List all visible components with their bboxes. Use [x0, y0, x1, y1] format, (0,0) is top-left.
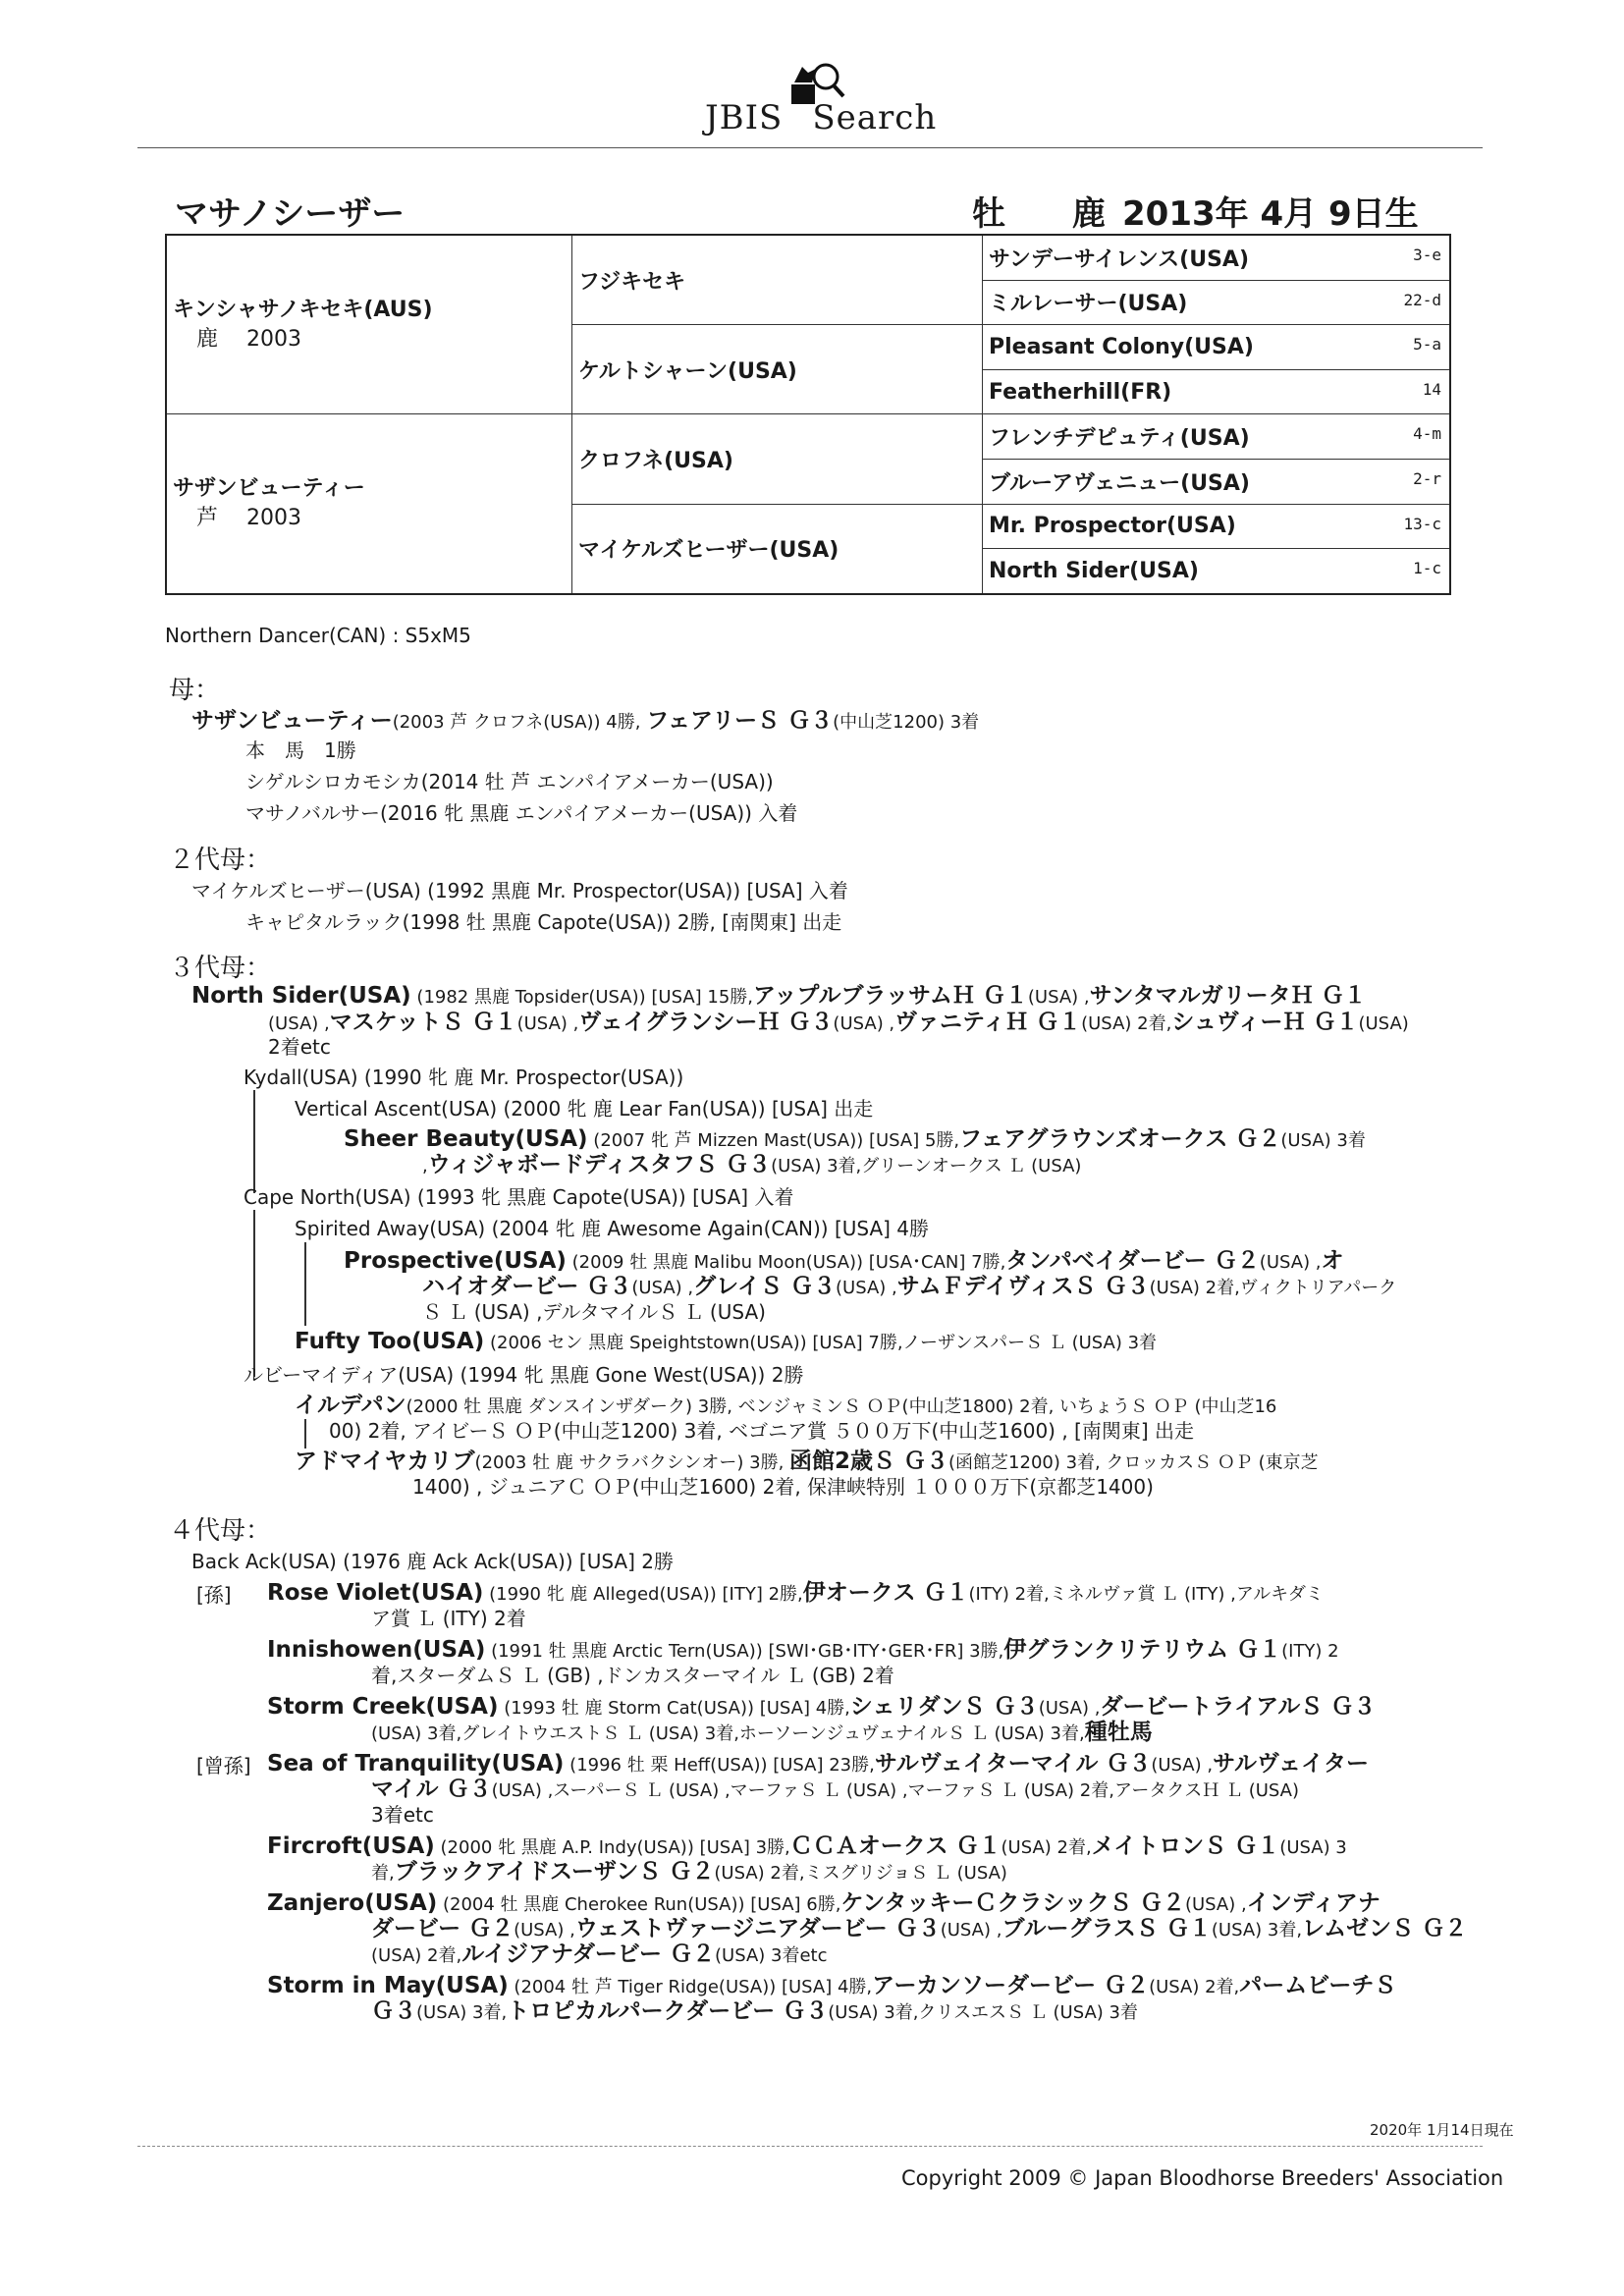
- ancestor-cell: [983, 235, 1451, 280]
- family-number: 22-d: [1403, 290, 1441, 309]
- family-line: 00) 2着, アイビーＳ ＯＰ(中山芝1200) 3着, ベゴニア賞 ５００万下(中山芝1600) , [南関東] 出走: [329, 1419, 1195, 1443]
- family-line: ルビーマイディア(USA) (1994 牝 黒鹿 Gone West(USA)) 2勝: [244, 1363, 804, 1387]
- family-line: Vertical Ascent(USA) (2000 牝 鹿 Lear Fan(USA)) [USA] 出走: [295, 1097, 874, 1121]
- family-line: 着,スターダムＳ Ｌ (GB) ,ドンカスターマイル Ｌ (GB) 2着: [371, 1664, 894, 1687]
- horse-name-bold: サザンビューティー: [191, 708, 393, 734]
- sire-info: 鹿 2003: [196, 326, 301, 352]
- tree-connector: [253, 1210, 255, 1377]
- inbreeding-note: Northern Dancer(CAN) : S5xM5: [165, 624, 471, 647]
- logo-search: Search: [812, 98, 938, 137]
- ancestor-name: ブルーアヴェニュー(USA): [989, 470, 1250, 496]
- dam-dam-cell: マイケルズヒーザー(USA): [572, 504, 983, 594]
- horse-sex-color: 牡 鹿: [972, 194, 1133, 234]
- ancestor-cell: [983, 369, 1451, 414]
- family-line: ,ウィジャボードディスタフＳ Ｇ３(USA) 3着,グリーンオークス Ｌ (USA): [422, 1152, 1082, 1177]
- family-line: ア賞 Ｌ (ITY) 2着: [371, 1607, 526, 1630]
- family-line: Storm in May(USA) (2004 牡 芦 Tiger Ridge(USA)) [USA] 4勝,アーカンソーダービー Ｇ２(USA) 2着,パームビーチＳ: [267, 1973, 1397, 1998]
- family-line: 本 馬 1勝: [245, 738, 356, 762]
- family-line: Zanjero(USA) (2004 牡 黒鹿 Cherokee Run(USA)) [USA] 6勝,ケンタッキーＣクラシックＳ Ｇ２(USA) ,インディアナ: [267, 1890, 1380, 1916]
- family-line: 3着etc: [371, 1803, 434, 1827]
- tree-connector: [304, 1242, 306, 1326]
- ancestor-cell: [983, 325, 1451, 370]
- family-line: Innishowen(USA) (1991 牡 黒鹿 Arctic Tern(USA)) [SWI･GB･ITY･GER･FR] 3勝,伊グランクリテリウム Ｇ１(ITY) 2: [267, 1637, 1339, 1663]
- family-line: サザンビューティー(2003 芦 クロフネ(USA)) 4勝, フェアリーＳ Ｇ３(中山芝1200) 3着: [191, 708, 980, 734]
- horse-birth-date: 2013年 4月 9日生: [1122, 194, 1419, 234]
- family-line: Rose Violet(USA) (1990 牝 鹿 Alleged(USA)) [ITY] 2勝,伊オークス Ｇ１(ITY) 2着,ミネルヴァ賞 Ｌ (ITY) ,アルキダミ: [267, 1580, 1324, 1606]
- dam-name: サザンビューティー: [173, 476, 365, 502]
- family-line: マサノバルサー(2016 牝 黒鹿 エンパイアメーカー(USA)) 入着: [245, 801, 798, 825]
- horse-name: マサノシーザー: [175, 194, 406, 234]
- ancestor-name: サンデーサイレンス(USA): [989, 246, 1249, 272]
- sire-cell: [166, 235, 572, 414]
- ancestor-cell: [983, 414, 1451, 460]
- family-number: 14: [1422, 379, 1441, 399]
- section-dam: 母：: [169, 676, 221, 705]
- ancestor-name: Pleasant Colony(USA): [989, 335, 1254, 360]
- family-line: 着,ブラックアイドスーザンＳ Ｇ２(USA) 2着,ミスグリジョＳ Ｌ (USA): [371, 1859, 1007, 1885]
- dam-sire-cell: クロフネ(USA): [572, 414, 983, 504]
- ancestor-name: フレンチデピュティ(USA): [989, 426, 1250, 452]
- family-line: 2着etc: [268, 1035, 331, 1059]
- family-number: 3-e: [1413, 246, 1441, 264]
- family-number: 4-m: [1413, 424, 1441, 444]
- family-line: North Sider(USA) (1982 黒鹿 Topsider(USA)) [USA] 15勝,アップルブラッサムＨ Ｇ１(USA) ,サンタマルガリータＨ Ｇ１: [191, 983, 1367, 1009]
- family-line: Prospective(USA) (2009 牡 黒鹿 Malibu Moon(USA)) [USA･CAN] 7勝,タンパベイダービー Ｇ２(USA) ,オ: [344, 1248, 1344, 1274]
- section-4th-dam: ４代母：: [169, 1516, 272, 1546]
- dam-info: 芦 2003: [196, 506, 301, 531]
- family-line: 1400) , ジュニアＣ ＯＰ(中山芝1600) 2着, 保津峡特別 １０００万下(京都芝1400): [412, 1475, 1154, 1499]
- ancestor-cell: [983, 504, 1451, 549]
- ancestor-name: Mr. Prospector(USA): [989, 514, 1236, 539]
- as-of-date: 2020年 1月14日現在: [1370, 2121, 1514, 2139]
- family-line: (USA) 3着,グレイトウエストＳ Ｌ (USA) 3着,ホーソーンジュヴェナイルＳ Ｌ (USA) 3着,種牡馬: [371, 1720, 1153, 1745]
- family-number: 13-c: [1403, 514, 1441, 533]
- family-line: シゲルシロカモシカ(2014 牡 芦 エンパイアメーカー(USA)): [245, 770, 774, 793]
- tree-connector: [304, 1419, 306, 1449]
- family-line: キャピタルラック(1998 牡 黒鹿 Capote(USA)) 2勝, [南関東] 出走: [245, 910, 842, 934]
- ancestor-cell: [983, 460, 1451, 505]
- family-line: ハイオダービー Ｇ３(USA) ,グレイＳ Ｇ３(USA) ,サムＦデイヴィスＳ Ｇ３(USA) 2着,ヴィクトリアパーク: [422, 1274, 1397, 1299]
- logo-jbis: JBIS: [705, 98, 784, 137]
- family-line: ダービー Ｇ２(USA) ,ウェストヴァージニアダービー Ｇ３(USA) ,ブルーグラスＳ Ｇ１(USA) 3着,レムゼンＳ Ｇ２: [371, 1916, 1468, 1941]
- family-line: Spirited Away(USA) (2004 牝 鹿 Awesome Again(CAN)) [USA] 4勝: [295, 1217, 930, 1240]
- family-line: アドマイヤカリブ(2003 牡 鹿 サクラバクシンオー) 3勝, 函館2歳Ｓ Ｇ３(函館芝1200) 3着, クロッカスＳ ＯＰ (東京芝: [295, 1449, 1319, 1474]
- family-number: 1-c: [1413, 559, 1441, 578]
- ancestor-cell: [983, 549, 1451, 594]
- ancestor-name: North Sider(USA): [989, 559, 1199, 584]
- family-line: (USA) ,マスケットＳ Ｇ１(USA) ,ヴェイグランシーＨ Ｇ３(USA) ,ヴァニティＨ Ｇ１(USA) 2着,シュヴィーＨ Ｇ１(USA): [268, 1010, 1409, 1035]
- family-line: Sheer Beauty(USA) (2007 牝 芦 Mizzen Mast(USA)) [USA] 5勝,フェアグラウンズオークス Ｇ２(USA) 3着: [344, 1126, 1366, 1152]
- section-3rd-dam: ３代母：: [169, 954, 272, 983]
- family-line: Fufty Too(USA) (2006 セン 黒鹿 Speightstown(USA)) [USA] 7勝,ノーザンスパーＳ Ｌ (USA) 3着: [295, 1329, 1158, 1354]
- family-line: Ｇ３(USA) 3着,トロピカルパークダービー Ｇ３(USA) 3着,クリスエスＳ Ｌ (USA) 3着: [371, 1998, 1138, 2024]
- family-line: マイケルズヒーザー(USA) (1992 黒鹿 Mr. Prospector(USA)) [USA] 入着: [191, 879, 848, 902]
- sire-dam-cell: ケルトシャーン(USA): [572, 325, 983, 414]
- ancestor-name: ミルレーサー(USA): [989, 292, 1188, 317]
- family-line: Back Ack(USA) (1976 鹿 Ack Ack(USA)) [USA] 2勝: [191, 1550, 674, 1573]
- family-line: Ｓ Ｌ (USA) ,デルタマイルＳ Ｌ (USA): [422, 1300, 766, 1324]
- family-line: Storm Creek(USA) (1993 牡 鹿 Storm Cat(USA)) [USA] 4勝,シェリダンＳ Ｇ３(USA) ,ダービートライアルＳ Ｇ３: [267, 1694, 1377, 1720]
- ancestor-name: Featherhill(FR): [989, 379, 1172, 405]
- family-line: マイル Ｇ３(USA) ,スーパーＳ Ｌ (USA) ,マーファＳ Ｌ (USA) ,マーファＳ Ｌ (USA) 2着,アータクスＨ Ｌ (USA): [371, 1777, 1299, 1802]
- family-line: Sea of Tranquility(USA) (1996 牡 栗 Heff(USA)) [USA] 23勝,サルヴェイターマイル Ｇ３(USA) ,サルヴェイター: [267, 1751, 1370, 1777]
- family-number: 2-r: [1413, 469, 1441, 489]
- family-line: (USA) 2着,ルイジアナダービー Ｇ２(USA) 3着etc: [371, 1941, 828, 1967]
- sire-name: キンシャサノキセキ(AUS): [173, 297, 433, 322]
- ancestor-cell: [983, 280, 1451, 325]
- header-rule: [137, 147, 1483, 148]
- tag-great-grandchild: [曾孫]: [196, 1754, 251, 1777]
- family-line: Cape North(USA) (1993 牝 黒鹿 Capote(USA)) [USA] 入着: [244, 1185, 794, 1209]
- sire-sire-cell: フジキセキ: [572, 235, 983, 325]
- family-line: Kydall(USA) (1990 牝 鹿 Mr. Prospector(USA)): [244, 1066, 684, 1089]
- pedigree-table: [165, 234, 1451, 595]
- tree-connector: [253, 1090, 255, 1193]
- tag-grandchild: [孫]: [196, 1583, 232, 1607]
- jbis-search-logo: [705, 59, 960, 137]
- family-number: 5-a: [1413, 335, 1441, 355]
- section-2nd-dam: ２代母：: [169, 846, 272, 875]
- family-line: イルデパン(2000 牡 黒鹿 ダンスインザダーク) 3勝, ベンジャミンＳ ＯＰ(中山芝1800) 2着, いちょうＳ ＯＰ (中山芝16: [295, 1393, 1277, 1418]
- family-line: Fircroft(USA) (2000 牝 黒鹿 A.P. Indy(USA)) [USA] 3勝,ＣＣＡオークス Ｇ１(USA) 2着,メイトロンＳ Ｇ１(USA) 3: [267, 1833, 1347, 1859]
- copyright: Copyright 2009 © Japan Bloodhorse Breeders' Association: [901, 2166, 1504, 2190]
- dam-cell: [166, 414, 572, 594]
- footer-rule: [137, 2146, 1483, 2147]
